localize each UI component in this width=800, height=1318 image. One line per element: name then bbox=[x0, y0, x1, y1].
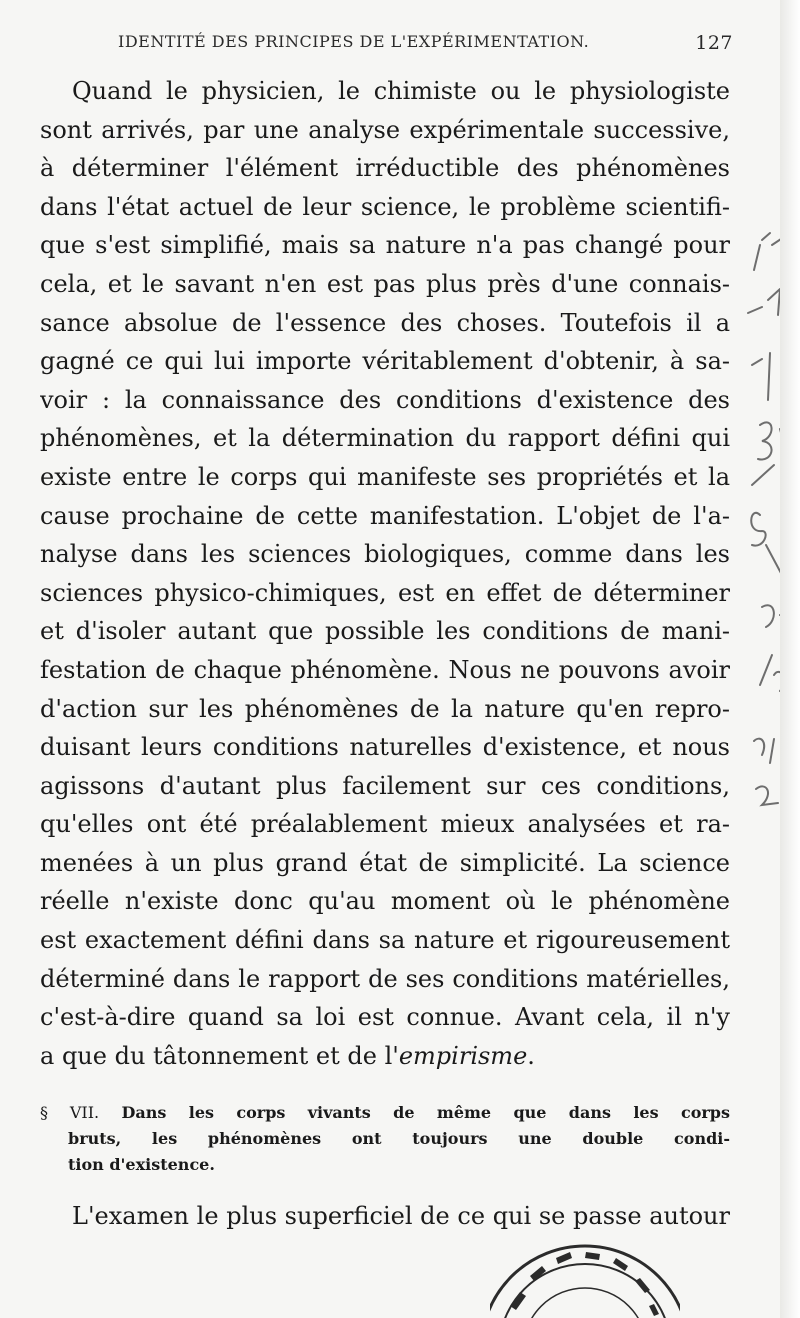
text-line: cause prochaine de cette manifestation. L'objet de l'a- bbox=[40, 501, 730, 530]
text-line-last bbox=[40, 1037, 730, 1076]
text-line: menées à un plus grand état de simplicité. La science bbox=[40, 848, 730, 877]
text-line-last-suffix: . bbox=[527, 1041, 535, 1070]
text-line: dans l'état actuel de leur science, le problème scientifi- bbox=[40, 192, 730, 221]
text-line: à déterminer l'élément irréductible des phénomènes bbox=[40, 154, 730, 183]
text-line: sont arrivés, par une analyse expérimentale successive, bbox=[40, 115, 730, 144]
main-paragraph bbox=[40, 72, 730, 1075]
text-line: déterminé dans le rapport de ses conditions matérielles, bbox=[40, 964, 730, 993]
section-title-line-1: Dans les corps vivants de même que dans les corps bbox=[121, 1103, 730, 1122]
page-edge bbox=[780, 0, 800, 1318]
text-line: festation de chaque phénomène. Nous ne pouvons avoir bbox=[40, 655, 730, 684]
text-line: gagné ce qui lui importe véritablement d'obtenir, à sa- bbox=[40, 347, 730, 376]
section-heading bbox=[40, 1100, 730, 1178]
text-line: existe entre le corps qui manifeste ses propriétés et la bbox=[40, 462, 730, 491]
text-line: sciences physico-chimiques, est en effet de déterminer bbox=[40, 578, 730, 607]
text-line: agissons d'autant plus facilement sur ces conditions, bbox=[40, 771, 730, 800]
text-line: qu'elles ont été préalablement mieux analysées et ra- bbox=[40, 810, 730, 839]
text-line: duisant leurs conditions naturelles d'existence, et nous bbox=[40, 733, 730, 762]
running-head bbox=[118, 32, 733, 58]
text-line: cela, et le savant n'en est pas plus près d'une connais- bbox=[40, 269, 730, 298]
section-heading-line-1 bbox=[40, 1100, 730, 1126]
text-line: réelle n'existe donc qu'au moment où le phénomène bbox=[40, 887, 730, 916]
text-line: sance absolue de l'essence des choses. Toutefois il a bbox=[40, 308, 730, 337]
text-line: est exactement défini dans sa nature et rigoureusement bbox=[40, 926, 730, 955]
text-line: Quand le physicien, le chimiste ou le physiologiste bbox=[72, 77, 730, 105]
page-number: 127 bbox=[695, 32, 733, 54]
text-line: d'action sur les phénomènes de la nature qu'en repro- bbox=[40, 694, 730, 723]
text-line: c'est-à-dire quand sa loi est connue. Avant cela, il n'y bbox=[40, 1003, 730, 1032]
text-line: que s'est simplifié, mais sa nature n'a pas changé pour bbox=[40, 231, 730, 260]
section-heading-line-3: tion d'existence. bbox=[68, 1155, 215, 1174]
next-paragraph-first-line: L'examen le plus superficiel de ce qui se passe autour bbox=[72, 1202, 730, 1230]
section-number: § VII. bbox=[40, 1103, 100, 1122]
text-line: voir : la connaissance des conditions d'existence des bbox=[40, 385, 730, 414]
library-stamp bbox=[490, 1232, 680, 1318]
emphasis-empirisme: empirisme bbox=[398, 1041, 528, 1070]
text-line: nalyse dans les sciences biologiques, comme dans les bbox=[40, 540, 730, 569]
text-line-last-prefix: a que du tâtonnement et de l' bbox=[40, 1041, 399, 1070]
text-line: phénomènes, et la détermination du rapport défini qui bbox=[40, 424, 730, 453]
section-heading-line-2: bruts, les phénomènes ont toujours une double condi- bbox=[68, 1129, 730, 1148]
text-line: et d'isoler autant que possible les conditions de mani- bbox=[40, 617, 730, 646]
running-head-title: IDENTITÉ DES PRINCIPES DE L'EXPÉRIMENTATION. bbox=[118, 32, 590, 51]
